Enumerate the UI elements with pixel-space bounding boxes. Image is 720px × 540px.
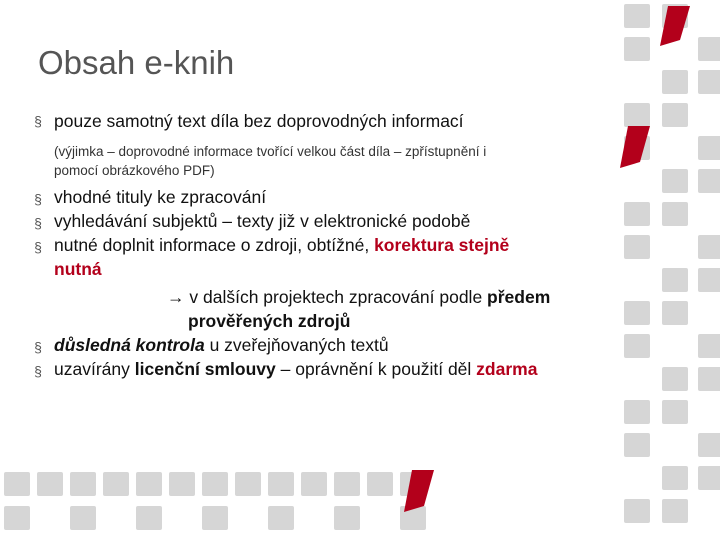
- decorative-tile: [624, 400, 650, 424]
- decorative-tile: [662, 202, 688, 226]
- emphasis-text: důsledná kontrola: [54, 335, 205, 355]
- decorative-tile: [624, 301, 650, 325]
- decorative-tile: [4, 506, 30, 530]
- decorative-tile: [662, 367, 688, 391]
- decorative-tile: [37, 472, 63, 496]
- highlight-text: korektura stejně: [374, 235, 510, 255]
- decorative-tile: [136, 506, 162, 530]
- list-item: [54, 334, 389, 356]
- list-item: vyhledávání subjektů – texty již v elektronické podobě: [54, 211, 471, 231]
- decorative-tile: [624, 433, 650, 457]
- decorative-tile: [334, 506, 360, 530]
- decorative-tile: [367, 472, 393, 496]
- decorative-tile: [624, 202, 650, 226]
- decorative-tile: [698, 136, 720, 160]
- decorative-tile: [624, 103, 650, 127]
- decorative-tile: [624, 4, 650, 28]
- bullet-icon: §: [34, 339, 42, 355]
- arrow-line: [167, 286, 550, 308]
- decorative-tile: [169, 472, 195, 496]
- decorative-tile: [400, 506, 426, 530]
- decorative-tile: [662, 499, 688, 523]
- decorative-tile: [698, 268, 720, 292]
- list-item-text: uzavírány: [54, 359, 135, 379]
- decorative-tile: [202, 506, 228, 530]
- decorative-tile: [301, 472, 327, 496]
- decorative-tile: [70, 506, 96, 530]
- decorative-tile: [698, 235, 720, 259]
- decorative-tile: [268, 472, 294, 496]
- bold-text: licenční smlouvy: [134, 359, 276, 379]
- decorative-tile: [624, 499, 650, 523]
- bold-text: prověřených zdrojů: [188, 311, 351, 331]
- decorative-tile: [698, 334, 720, 358]
- bullet-icon: §: [34, 363, 42, 379]
- list-item: vhodné tituly ke zpracování: [54, 187, 267, 207]
- decorative-tile: [70, 472, 96, 496]
- decorative-tile: [4, 472, 30, 496]
- decorative-tile: [624, 235, 650, 259]
- decorative-tile: [235, 472, 261, 496]
- list-item-text: nutné doplnit informace o zdroji, obtížné,: [54, 235, 375, 255]
- decorative-tile: [698, 433, 720, 457]
- list-item: pouze samotný text díla bez doprovodných informací: [54, 111, 464, 131]
- list-item-text: – oprávnění k použití děl: [275, 359, 477, 379]
- decorative-tile: [334, 472, 360, 496]
- highlight-text: zdarma: [476, 359, 538, 379]
- list-item: [54, 358, 537, 380]
- arrow-text: → v dalších projektech zpracování podle: [167, 287, 488, 307]
- decorative-tile: [268, 506, 294, 530]
- decorative-tile: [662, 301, 688, 325]
- bullet-icon: §: [34, 113, 42, 129]
- decorative-tile: [662, 400, 688, 424]
- decorative-tile: [698, 37, 720, 61]
- decorative-tile: [662, 268, 688, 292]
- decorative-tile: [624, 334, 650, 358]
- decorative-tile: [662, 103, 688, 127]
- decorative-tile: [698, 466, 720, 490]
- note-line: (výjimka – doprovodné informace tvořící velkou část díla – zpřístupnění i: [54, 144, 487, 159]
- page-title: Obsah e-knih: [38, 44, 235, 81]
- note-line: pomocí obrázkového PDF): [54, 163, 215, 178]
- decorative-tile: [698, 367, 720, 391]
- decorative-tile: [662, 70, 688, 94]
- decorative-tile: [662, 169, 688, 193]
- decorative-tile: [662, 466, 688, 490]
- decorative-tile: [136, 472, 162, 496]
- decorative-tile: [698, 169, 720, 193]
- bullet-icon: §: [34, 215, 42, 231]
- decorative-tile: [624, 37, 650, 61]
- decorative-tile: [103, 472, 129, 496]
- bold-text: předem: [487, 287, 551, 307]
- list-item: [54, 234, 509, 256]
- bullet-icon: §: [34, 191, 42, 207]
- decorative-tile: [698, 70, 720, 94]
- list-item-text: u zveřejňovaných textů: [204, 335, 389, 355]
- decorative-tile: [202, 472, 228, 496]
- highlight-text: nutná: [54, 259, 102, 279]
- bullet-icon: §: [34, 239, 42, 255]
